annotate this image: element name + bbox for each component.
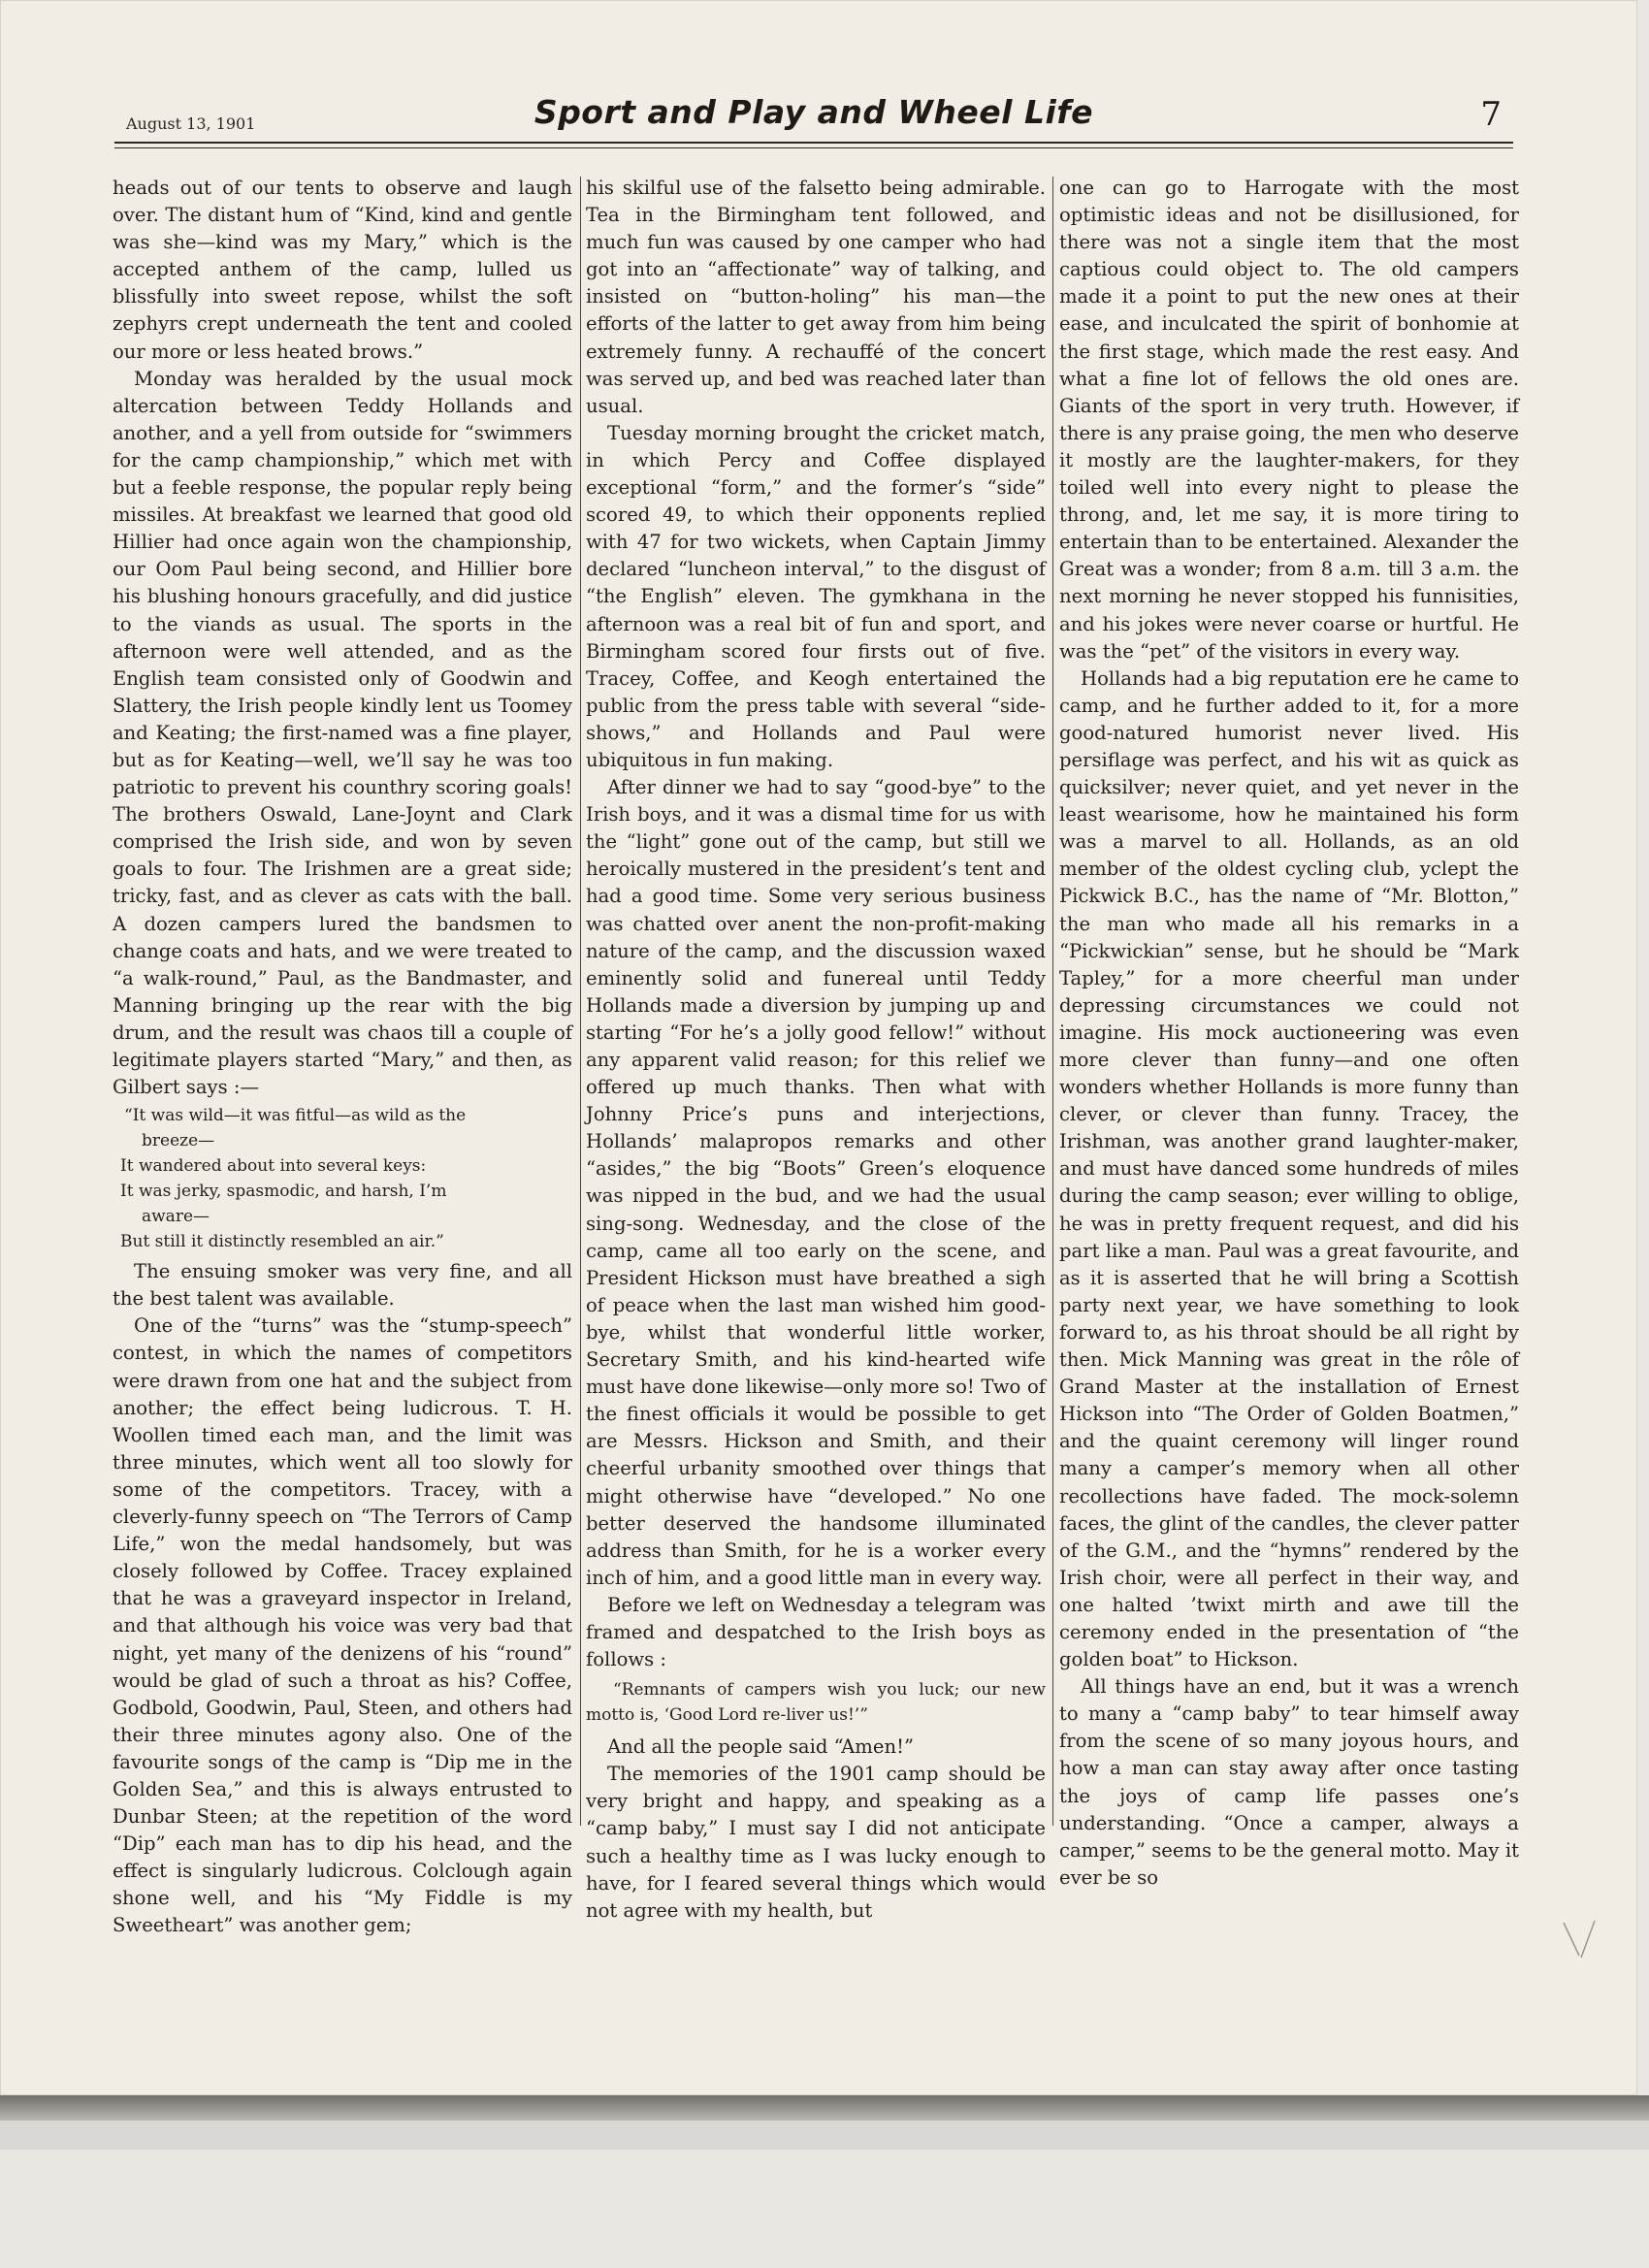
running-header	[114, 85, 1513, 140]
header-rule-thick	[114, 142, 1513, 144]
article-columns	[113, 175, 1525, 1937]
paragraph: heads out of our tents to observe and laugh over. The distant hum of “Kind, kind and gentle was she—kind was my Mary,” which is the accepted anthem of the camp, lulled us blissfully into sweet repose, whilst the soft zephyrs crept underneath the tent and cooled our more or less heated brows.”	[113, 177, 572, 363]
telegram-text: “Remnants of campers wish you luck; our new motto is, ‘Good Lord re-liver us!’”	[586, 1680, 1046, 1726]
verse-line: It wandered about into several keys:	[120, 1156, 427, 1177]
verse-line: breeze—	[142, 1131, 215, 1151]
paragraph: one can go to Harrogate with the most optimistic ideas and not be disillusioned, for there was not a single item that the most captious could object to. The old campers made it a point to put the new ones at their ease, and inculcated the spirit of bonhomie at the first stage, which made the rest easy. And what a fine lot of fellows the old ones are. Giants of the sport in very truth. However, if there is any praise going, the men who deserve it mostly are the laughter-makers, for they toiled well into every night to please the throng, and, let me say, it is more tiring to entertain than to be entertained. Alexander the Great was a wonder; from 8 a.m. till 3 a.m. the next morning he never stopped his funnisities, and his jokes were never coarse or hurtful. He was the “pet” of the visitors in every way.	[1059, 177, 1519, 663]
paragraph: Monday was heralded by the usual mock altercation between Teddy Hollands and another, and a yell from outside for “swimmers for the camp championship,” which met with but a feeble response, the popular reply being missiles. At breakfast we learned that good old Hillier had once again won the championship, our Oom Paul being second, and Hillier bore his blushing honours gracefully, and did justice to the viands as usual. The sports in the afternoon were well attended, and as the English team consisted only of Goodwin and Slattery, the Irish people kindly lent us Toomey and Keating; the first-named was a fine player, but as for Keating—well, we’ll say he was too patriotic to prevent his counthry scoring goals! The brothers Oswald, Lane-Joynt and Clark comprised the Irish side, and won by seven goals to four. The Irishmen are a great side; tricky, fast, and as clever as cats with the ball. A dozen campers lured the bandsmen to change coats and hats, and we were treated to “a walk-round,” Paul, as the Bandmaster, and Manning bringing up the rear with the big drum, and the result was chaos till a couple of legitimate players started “Mary,” and then, as Gilbert says :—	[113, 367, 572, 1099]
paragraph: Before we left on Wednesday a telegram was framed and despatched to the Irish boys as follows :	[586, 1593, 1046, 1671]
verse-line: It was jerky, spasmodic, and harsh, I’m	[120, 1182, 447, 1202]
paragraph: After dinner we had to say “good-bye” to the Irish boys, and it was a dismal time for us with the “light” gone out of the camp, but still we heroically mustered in the president’s tent and had a good time. Some very serious business was chatted over anent the non-profit-making nature of the camp, and the discussion waxed eminently solid and funereal until Teddy Hollands made a diversion by jumping up and starting “For he’s a jolly good fellow!” without any apparent valid reason; for this relief we offered up much thanks. Then what with Johnny Price’s puns and interjections, Hollands’ malapropos remarks and other “asides,” the big “Boots” Green’s eloquence was nipped in the bud, and we had the usual sing-song. Wednesday, and the close of the camp, came all too early on the scene, and President Hickson must have breathed a sigh of peace when the last man wished him good-bye, whilst that wonderful little worker, Secretary Smith, and his kind-hearted wife must have done likewise—only more so! Two of the finest officials it would be possible to get are Messrs. Hickson and Smith, and their cheerful urbanity smoothed over things that might otherwise have “developed.” No one better deserved the handsome illuminated address than Smith, for he is a worker every inch of him, and a good little man in every way.	[586, 776, 1046, 1589]
paragraph: his skilful use of the falsetto being admirable. Tea in the Birmingham tent followed, and much fun was caused by one camper who had got into an “affectionate” way of talking, and insisted on “button-holing” his man—the efforts of the latter to get away from him being extremely funny. A rechauffé of the concert was served up, and bed was reached later than usual.	[586, 177, 1046, 417]
column-2	[586, 175, 1046, 1925]
paragraph: All things have an end, but it was a wrench to many a “camp baby” to tear himself away from the scene of so many joyous hours, and how a man can stay away after once tasting the joys of camp life passes one’s understanding. “Once a camper, always a camper,” seems to be the general motto. May it ever be so	[1059, 1675, 1519, 1889]
publication-title: Sport and Play and Wheel Life	[534, 93, 1094, 131]
header-rule-thin	[114, 147, 1513, 148]
verse-line: But still it distinctly resembled an air.”	[120, 1232, 444, 1252]
column-1	[113, 175, 572, 1940]
verse-line: aware—	[142, 1207, 210, 1227]
page-edge-shadow	[0, 2095, 1649, 2121]
paragraph: One of the “turns” was the “stump-speech” contest, in which the names of competitors were drawn from one hat and the subject from another; the effect being ludicrous. T. H. Woollen timed each man, and the limit was three minutes, which went all too slowly for some of the competitors. Tracey, with a cleverly-funny speech on “The Terrors of Camp Life,” won the medal handsomely, but was closely followed by Coffee. Tracey explained that he was a graveyard inspector in Ireland, and that although his voice was very bad that night, yet many of the denizens of his “round” would be glad of such a throat as his? Coffee, Godbold, Goodwin, Paul, Steen, and others had their three minutes agony also. One of the favourite songs of the camp is “Dip me in the Golden Sea,” and this is always entrusted to Dunbar Steen; at the repetition of the word “Dip” each man has to dip his head, and the effect is singularly ludicrous. Colclough again shone well, and his “My Fiddle is my Sweetheart” was another gem;	[113, 1314, 572, 1937]
paragraph: Hollands had a big reputation ere he came to camp, and he further added to it, for a more good-natured humorist never lived. His persiflage was perfect, and his wit as quick as quicksilver; never quiet, and yet never in the least wearisome, how he maintained his form was a marvel to all. Hollands, as an old member of the oldest cycling club, yclept the Pickwick B.C., has the name of “Mr. Blotton,” the man who made all his remarks in a “Pickwickian” sense, but he should be “Mark Tapley,” for a more cheerful man under depressing circumstances we could not imagine. His mock auctioneering was even more clever than funny—and one often wonders whether Hollands is more funny than clever, or clever than funny. Tracey, the Irishman, was another grand laughter-maker, and must have danced some hundreds of miles during the camp season; ever willing to oblige, he was in pretty frequent request, and did his part like a man. Paul was a great favourite, and as it is asserted that he will bring a Scottish party next year, we have something to look forward to, as his throat should be all right by then. Mick Manning was great in the rôle of Grand Master at the installation of Ernest Hickson into “The Order of Golden Boatmen,” and the quaint ceremony will linger round many a camper’s memory when all other recollections have faded. The mock-solemn faces, the glint of the candles, the clever patter of the G.M., and the “hymns” rendered by the Irish choir, were all perfect in their way, and one halted ’twixt mirth and awe till the ceremony ended in the presentation of “the golden boat” to Hickson.	[1059, 666, 1519, 1671]
verse-quotation	[113, 1103, 572, 1254]
issue-date: August 13, 1901	[126, 114, 256, 133]
paragraph: Tuesday morning brought the cricket match, in which Percy and Coffee displayed exceptional “form,” and the former’s “side” scored 49, to which their opponents replied with 47 for two wickets, when Captain Jimmy declared “luncheon interval,” to the disgust of “the English” eleven. The gymkhana in the afternoon was a real bit of fun and sport, and Birmingham scored four firsts out of five. Tracey, Coffee, and Keogh entertained the public from the press table with several “side-shows,” and Hollands and Paul were ubiquitous in fun making.	[586, 421, 1046, 771]
verse-line: “It was wild—it was fitful—as wild as the	[124, 1106, 467, 1126]
paragraph: The memories of the 1901 camp should be very bright and happy, and speaking as a “camp baby,” I must say I did not anticipate such a healthy time as I was lucky enough to have, for I feared several things which would not agree with my health, but	[586, 1763, 1046, 1922]
page-number: 7	[1480, 95, 1502, 134]
column-3	[1059, 175, 1519, 1892]
paragraph: The ensuing smoker was very fine, and all the best talent was available.	[113, 1260, 572, 1311]
paragraph: And all the people said “Amen!”	[607, 1735, 914, 1759]
pencil-check-mark-icon	[1560, 1919, 1599, 1961]
scanner-bed	[0, 2121, 1649, 2150]
